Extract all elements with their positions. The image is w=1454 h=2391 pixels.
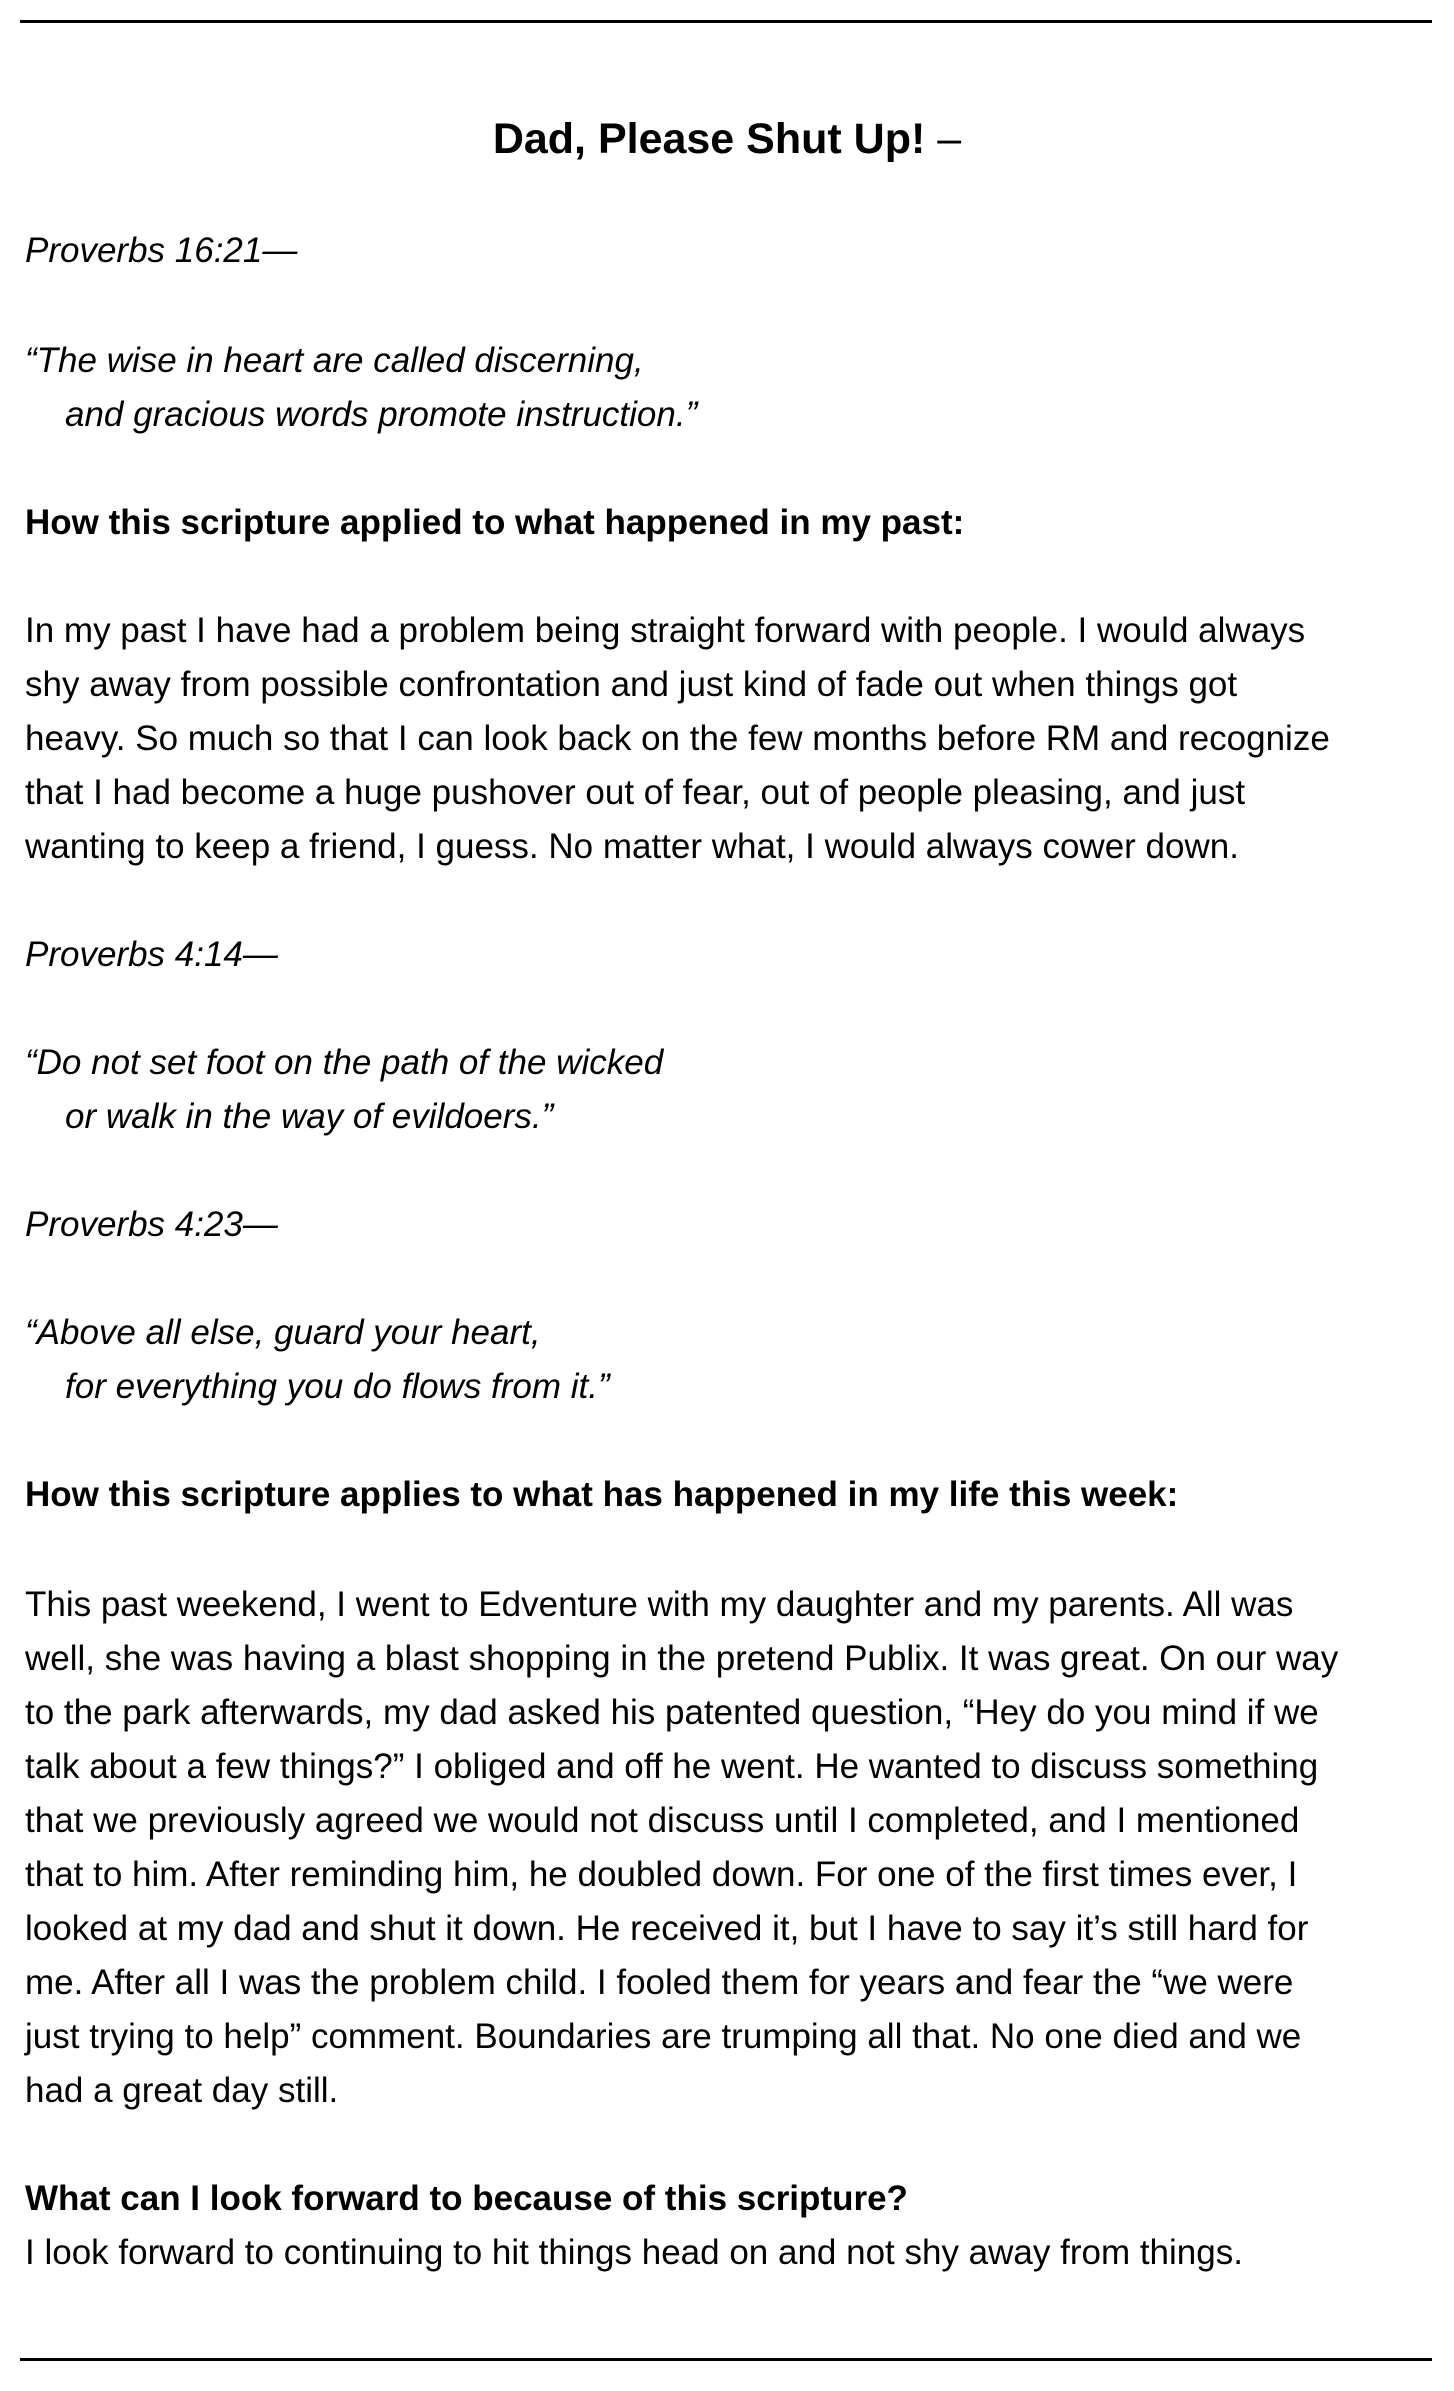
future-text: I look forward to continuing to hit things head on and not shy away from things.	[25, 2233, 1243, 2272]
scripture-quote-2-line-1: “Do not set foot on the path of the wicked	[25, 1043, 664, 1082]
page-title	[25, 109, 1429, 169]
scripture-quote-1-line-1: “The wise in heart are called discerning,	[25, 341, 644, 380]
title-dash: –	[937, 115, 962, 163]
past-paragraph-line: that I had become a huge pushover out of fear, out of people pleasing, and just	[25, 773, 1246, 812]
heading-week: How this scripture applies to what has happened in my life this week:	[25, 1475, 1179, 1514]
scripture-reference-3: Proverbs 4:23—	[25, 1205, 278, 1244]
scripture-reference-1: Proverbs 16:21—	[25, 231, 298, 270]
past-paragraph-line: wanting to keep a friend, I guess. No matter what, I would always cower down.	[25, 827, 1239, 866]
week-paragraph-line: to the park afterwards, my dad asked his patented question, “Hey do you mind if we	[25, 1693, 1319, 1732]
past-paragraph-line: heavy. So much so that I can look back on the few months before RM and recognize	[25, 719, 1330, 758]
scripture-quote-3-line-1: “Above all else, guard your heart,	[25, 1313, 541, 1352]
past-paragraph-line: shy away from possible confrontation and just kind of fade out when things got	[25, 665, 1238, 704]
week-paragraph-line: This past weekend, I went to Edventure with my daughter and my parents. All was	[25, 1585, 1294, 1624]
past-paragraph	[25, 604, 1435, 874]
scripture-quote-1-line-2: and gracious words promote instruction.”	[65, 395, 698, 434]
scripture-quote-3	[25, 1306, 1435, 1414]
scripture-quote-3-line-2: for everything you do flows from it.”	[65, 1367, 610, 1406]
week-paragraph-line: talk about a few things?” I obliged and off he went. He wanted to discuss something	[25, 1747, 1319, 1786]
scripture-reference-2: Proverbs 4:14—	[25, 935, 278, 974]
scripture-quote-2	[25, 1036, 1435, 1144]
past-paragraph-line: In my past I have had a problem being straight forward with people. I would always	[25, 611, 1306, 650]
heading-future: What can I look forward to because of this scripture?	[25, 2179, 908, 2218]
top-divider	[20, 20, 1432, 23]
heading-past: How this scripture applied to what happened in my past:	[25, 503, 965, 542]
week-paragraph-line: that to him. After reminding him, he doubled down. For one of the first times ever, I	[25, 1855, 1298, 1894]
scripture-quote-2-line-2: or walk in the way of evildoers.”	[65, 1097, 554, 1136]
bottom-divider	[20, 2358, 1432, 2361]
scripture-quote-1	[25, 334, 1435, 442]
week-paragraph-line: just trying to help” comment. Boundaries are trumping all that. No one died and we	[25, 2017, 1302, 2056]
week-paragraph-line: had a great day still.	[25, 2071, 339, 2110]
week-paragraph-line: that we previously agreed we would not discuss until I completed, and I mentioned	[25, 1801, 1300, 1840]
title-text: Dad, Please Shut Up!	[492, 115, 926, 163]
week-paragraph	[25, 1578, 1435, 2118]
week-paragraph-line: me. After all I was the problem child. I fooled them for years and fear the “we were	[25, 1963, 1294, 2002]
week-paragraph-line: looked at my dad and shut it down. He received it, but I have to say it’s still hard for	[25, 1909, 1309, 1948]
week-paragraph-line: well, she was having a blast shopping in the pretend Publix. It was great. On our way	[25, 1639, 1339, 1678]
